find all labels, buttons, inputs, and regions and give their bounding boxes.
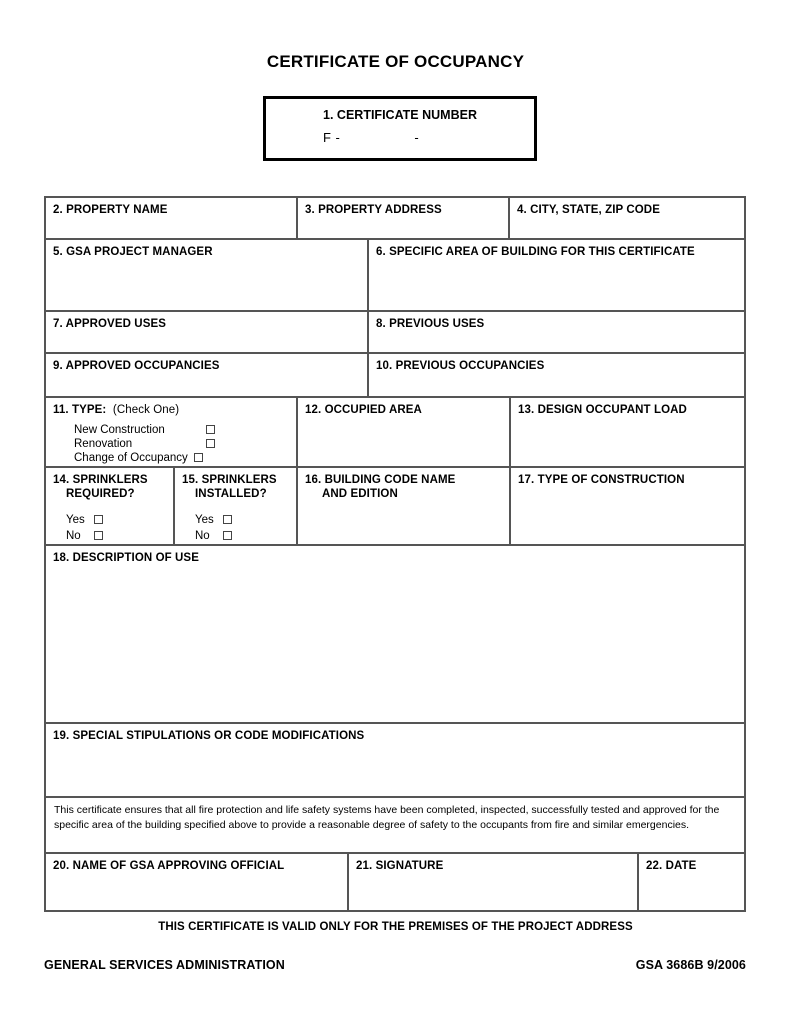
field-22-date[interactable] [637,854,746,912]
field-6-label: 6. SPECIFIC AREA OF BUILDING FOR THIS CERTIFICATE [376,246,695,258]
field-2-property-name[interactable] [44,196,296,240]
type-option-renovation-label: Renovation [74,438,133,450]
field-15-label-line2: INSTALLED? [195,488,267,500]
certification-statement-box [44,798,746,854]
field-4-label: 4. CITY, STATE, ZIP CODE [517,204,660,216]
field-13-design-occupant-load[interactable] [509,398,746,468]
field-7-approved-uses[interactable] [44,312,367,354]
field-10-label: 10. PREVIOUS OCCUPANCIES [376,360,545,372]
field-3-label: 3. PROPERTY ADDRESS [305,204,442,216]
field-6-specific-area[interactable] [367,240,746,312]
type-option-new-construction[interactable] [74,423,215,437]
field-4-city-state-zip[interactable] [508,196,746,240]
field-15-sprinklers-installed[interactable] [173,468,296,546]
field-15-option-no-label: No [195,530,210,542]
field-11-label [53,403,179,417]
field-19-special-stipulations[interactable] [44,724,746,798]
type-option-change-of-occupancy-checkbox[interactable] [194,453,203,462]
type-option-new-construction-label: New Construction [74,424,165,436]
certificate-number-label: 1. CERTIFICATE NUMBER [323,108,477,122]
field-5-gsa-project-manager[interactable] [44,240,367,312]
field-17-type-of-construction[interactable] [509,468,746,546]
field-11-type[interactable] [44,398,296,468]
type-option-renovation[interactable] [74,437,215,451]
field-16-building-code[interactable] [296,468,509,546]
field-20-approving-official[interactable] [44,854,347,912]
field-8-previous-uses[interactable] [367,312,746,354]
field-18-label: 18. DESCRIPTION OF USE [53,552,199,564]
field-18-description-of-use[interactable] [44,546,746,724]
type-option-renovation-checkbox[interactable] [206,439,215,448]
certificate-number-box [263,96,537,161]
field-14-option-yes[interactable] [66,513,103,527]
validity-note: THIS CERTIFICATE IS VALID ONLY FOR THE PREMISES OF THE PROJECT ADDRESS [158,921,633,933]
field-13-label: 13. DESIGN OCCUPANT LOAD [518,404,687,416]
agency-name: GENERAL SERVICES ADMINISTRATION [44,958,285,972]
field-22-label: 22. DATE [646,860,697,872]
field-15-option-yes[interactable] [195,513,232,527]
field-5-label: 5. GSA PROJECT MANAGER [53,246,213,258]
field-14-option-no-label: No [66,530,81,542]
field-15-option-yes-label: Yes [195,514,214,526]
field-14-sprinklers-required[interactable] [44,468,173,546]
page-title: CERTIFICATE OF OCCUPANCY [266,52,525,71]
certificate-number-field[interactable]: F - - [323,130,420,145]
type-option-change-of-occupancy[interactable] [74,451,203,465]
form-grid [44,196,746,912]
field-19-label: 19. SPECIAL STIPULATIONS OR CODE MODIFICATIONS [53,730,365,742]
field-9-approved-occupancies[interactable] [44,354,367,398]
field-14-label-line2: REQUIRED? [66,488,135,500]
field-3-property-address[interactable] [296,196,508,240]
field-12-label: 12. OCCUPIED AREA [305,404,422,416]
field-15-option-no[interactable] [195,529,232,543]
field-15-option-yes-checkbox[interactable] [223,515,232,524]
field-21-label: 21. SIGNATURE [356,860,444,872]
field-15-label-line1: 15. SPRINKLERS [182,474,277,486]
type-option-change-of-occupancy-label: Change of Occupancy [74,452,188,464]
field-14-option-no-checkbox[interactable] [94,531,103,540]
type-option-new-construction-checkbox[interactable] [206,425,215,434]
field-8-label: 8. PREVIOUS USES [376,318,485,330]
field-12-occupied-area[interactable] [296,398,509,468]
field-16-label-line2: AND EDITION [322,488,398,500]
field-10-previous-occupancies[interactable] [367,354,746,398]
field-20-label: 20. NAME OF GSA APPROVING OFFICIAL [53,860,285,872]
field-11-label-regular: (Check One) [112,404,180,416]
field-2-label: 2. PROPERTY NAME [53,204,168,216]
field-14-label-line1: 14. SPRINKLERS [53,474,148,486]
certification-statement: This certificate ensures that all fire protection and life safety systems have been completed, inspected, successfully tested and approved for the specific area of the building specified above to provide a reasonable degree of safety to the occupants from fire and similar emergencies. [54,804,720,831]
field-14-option-no[interactable] [66,529,103,543]
field-14-option-yes-label: Yes [66,514,85,526]
field-14-option-yes-checkbox[interactable] [94,515,103,524]
form-identifier: GSA 3686B 9/2006 [635,958,746,972]
field-7-label: 7. APPROVED USES [53,318,167,330]
field-21-signature[interactable] [347,854,637,912]
field-17-label: 17. TYPE OF CONSTRUCTION [518,474,685,486]
field-16-label-line1: 16. BUILDING CODE NAME [305,474,456,486]
field-9-label: 9. APPROVED OCCUPANCIES [53,360,220,372]
field-15-option-no-checkbox[interactable] [223,531,232,540]
field-11-label-bold: 11. TYPE: [53,404,107,416]
